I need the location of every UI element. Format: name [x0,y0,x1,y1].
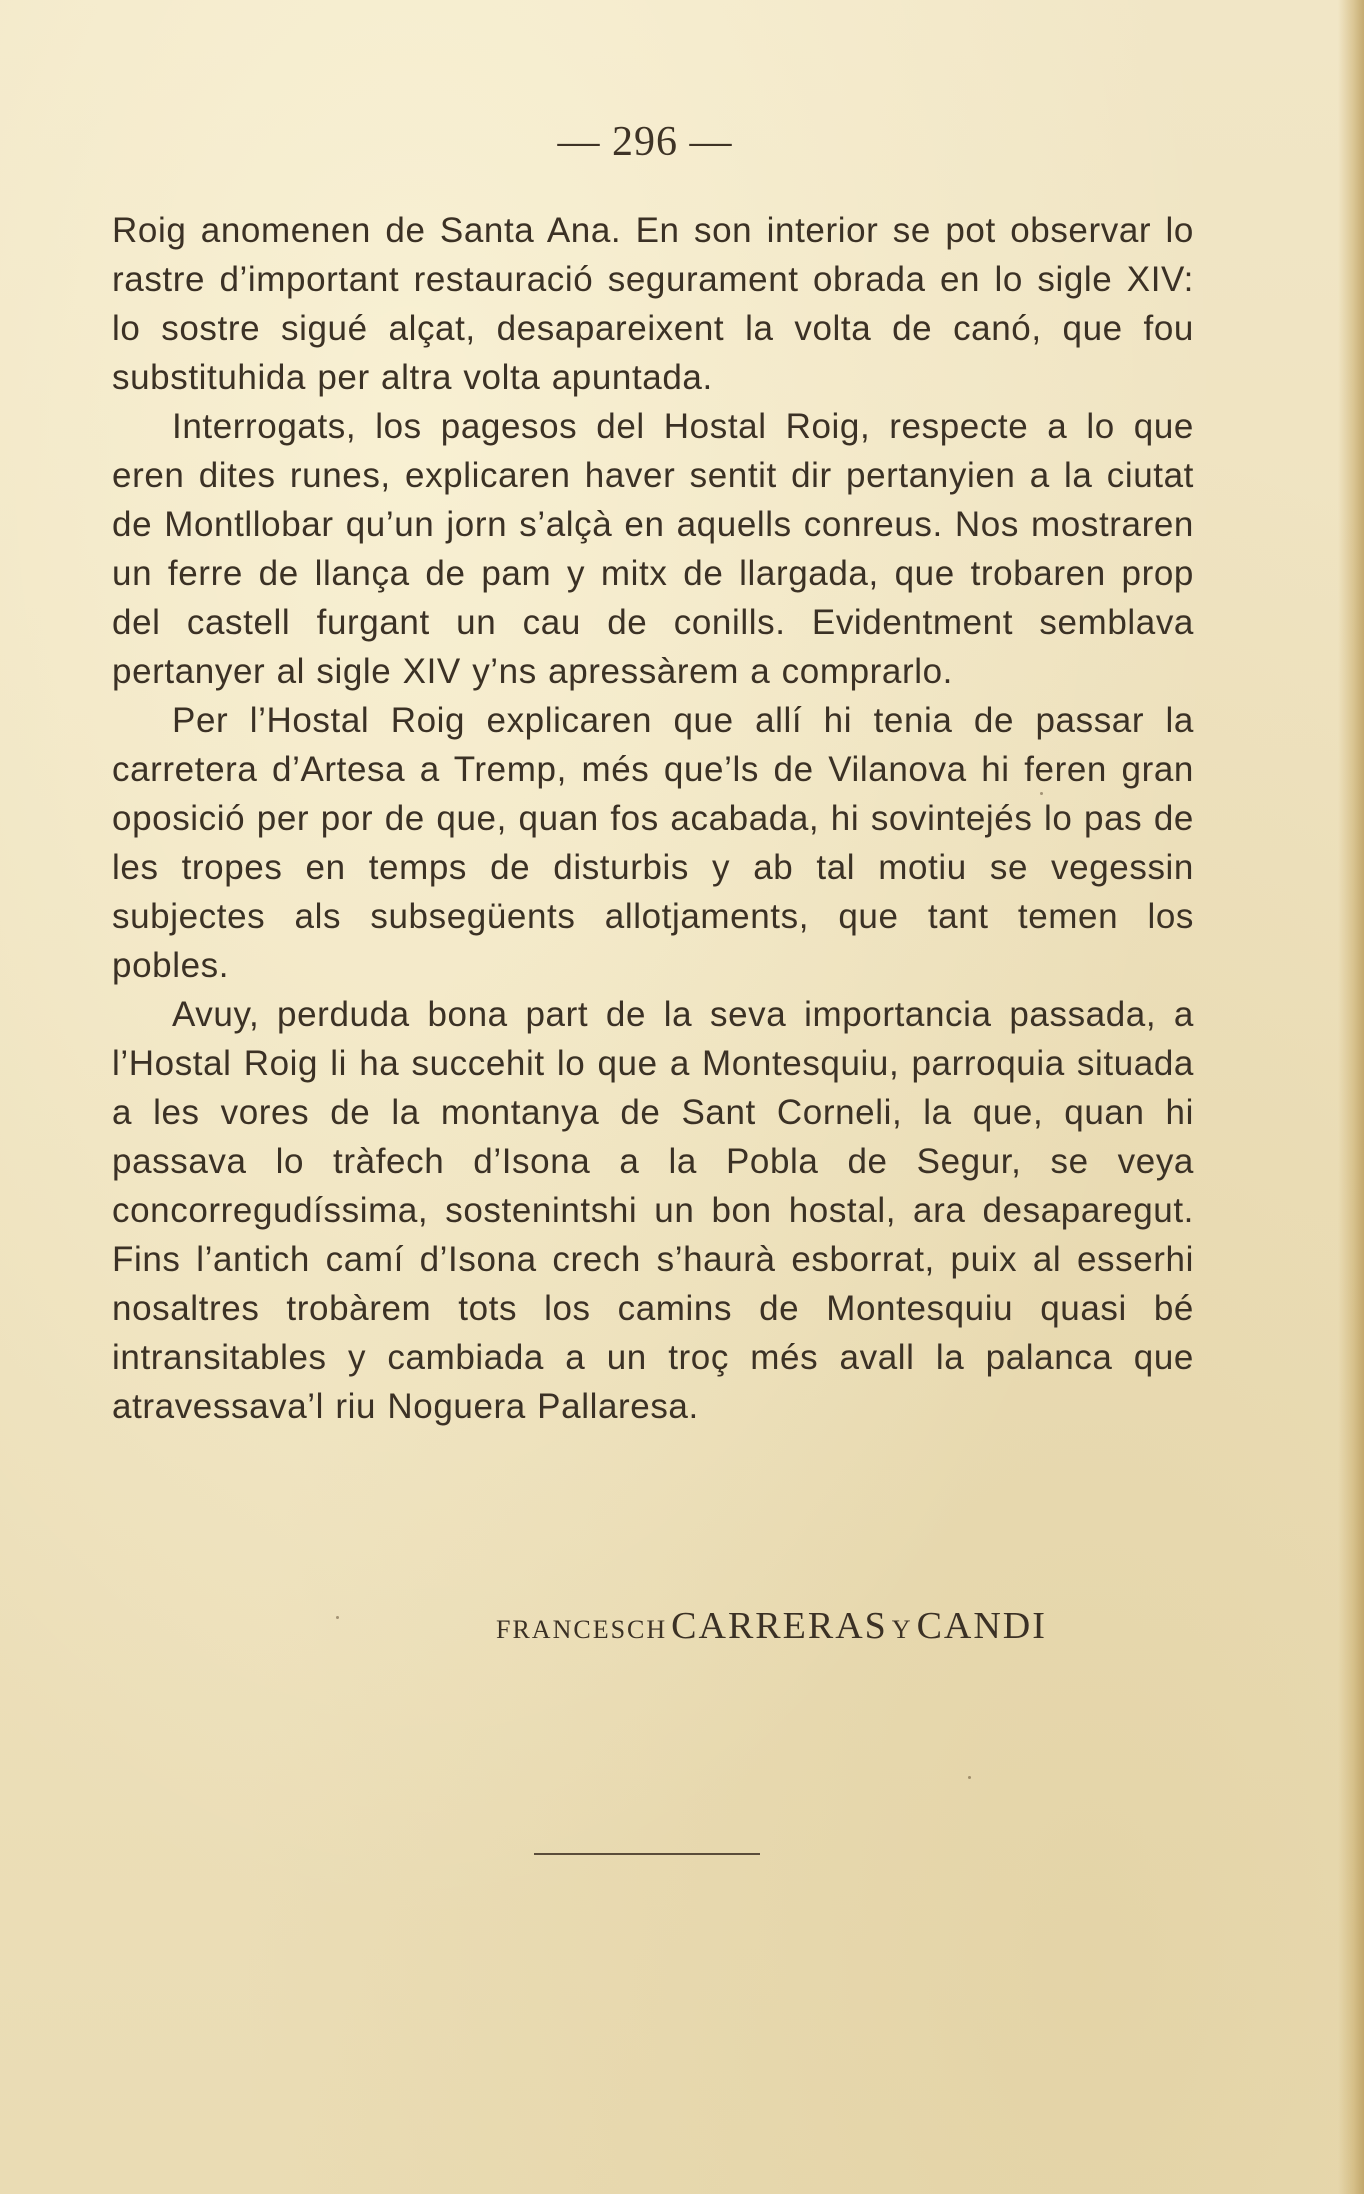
paper-speck [336,1616,339,1619]
author-conjunction: Y [891,1615,913,1644]
paper-speck [968,1776,971,1779]
page-edge-shadow [1338,0,1364,2194]
paragraph-2: Interrogats, los pagesos del Hostal Roig, respecte a lo que eren dites runes, explicaren haver sentit dir pertanyien a la ciutat de Montllobar qu’un jorn s’alçà en aquells conreus. Nos mostraren un ferre de llança de pam y mitx de llargada, que trobaren prop del castell furgant un cau de conills. Evidentment semblava pertanyer al sigle XIV y’ns apressàrem a comprarlo. [112,407,1194,691]
body-text [112,206,1194,1431]
author-first-name: FRANCESCH [496,1615,668,1644]
author-signature [496,1604,1047,1648]
paragraph-3: Per l’Hostal Roig explicaren que allí hi tenia de passar la carretera d’Artesa a Tremp, més que’ls de Vilanova hi feren gran oposició per por de que, quan fos acabada, hi sovintejés lo pas de les tropes en temps de disturbis y ab tal motiu se vegessin subjectes als subsegüents allotjaments, que tant temen los pobles. [112,701,1194,985]
page-number: — 296 — [557,119,733,165]
paragraph-4: Avuy, perduda bona part de la seva importancia passada, a l’Hostal Roig li ha succehit lo que a Montesquiu, parroquia situada a les vores de la montanya de Sant Corneli, la que, quan hi passava lo tràfech d’Isona a la Pobla de Segur, se veya concorregudíssima, sostenintshi un bon hostal, ara desaparegut. Fins l’antich camí d’Isona crech s’haurà esborrat, puix al esserhi nosaltres trobàrem tots los camins de Montesquiu quasi bé intransitables y cambiada a un troç més avall la palanca que atravessava’l riu Noguera Pallaresa. [112,995,1194,1426]
paragraph-1: Roig anomenen de Santa Ana. En son interior se pot observar lo rastre d’important restauració segurament obrada en lo sigle XIV: lo sostre sigué alçat, desapareixent la volta de canó, que fou substituhida per altra volta apuntada. [112,211,1194,397]
author-surname-1: CARRERAS [671,1605,888,1647]
author-surname-2: CANDI [916,1605,1047,1647]
closing-rule [534,1853,760,1855]
paper-speck [1040,792,1043,795]
